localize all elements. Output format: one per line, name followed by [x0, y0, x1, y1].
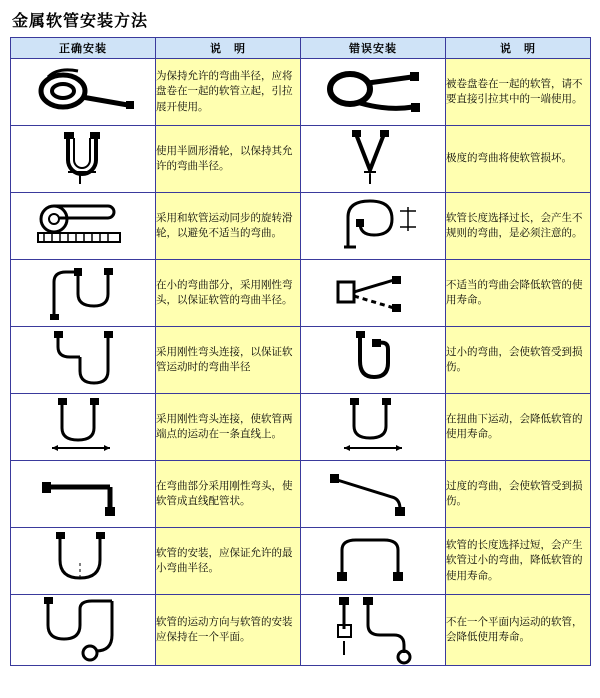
rigid-elbow-u-connection-icon: [11, 331, 155, 389]
figure-cell-correct: [11, 327, 156, 394]
same-plane-motion-install-icon: [11, 595, 155, 665]
sharp-v-bend-hose-icon: [301, 130, 445, 188]
header-description-wrong: 说 明: [446, 38, 591, 59]
description-correct: 在小的弯曲部分，采用刚性弯头，以保证软管的弯曲半径。: [156, 260, 301, 327]
page-title: 金属软管安装方法: [12, 11, 149, 30]
figure-cell-wrong: [301, 126, 446, 193]
description-wrong: 软管的长度选择过短，会产生软管过小的弯曲，降低软管的使用寿命。: [446, 528, 591, 595]
figure-cell-correct: [11, 528, 156, 595]
header-wrong-install: 错误安装: [301, 38, 446, 59]
sync-rotating-pulley-chain-icon: [11, 197, 155, 255]
description-wrong: 过小的弯曲，会使软管受到损伤。: [446, 327, 591, 394]
figure-cell-correct: [11, 595, 156, 666]
figure-cell-wrong: [301, 394, 446, 461]
over-bent-angle-hose-icon: [301, 465, 445, 523]
header-description-correct: 说 明: [156, 38, 301, 59]
table-row: [11, 260, 591, 327]
description-wrong: 不适当的弯曲会降低软管的使用寿命。: [446, 260, 591, 327]
figure-cell-wrong: [301, 327, 446, 394]
description-wrong: 极度的弯曲将使软管损坏。: [446, 126, 591, 193]
twisting-u-hose-icon: [301, 398, 445, 456]
description-correct: 软管的安装，应保证允许的最小弯曲半径。: [156, 528, 301, 595]
description-wrong: 过度的弯曲，会使软管受到损伤。: [446, 461, 591, 528]
figure-cell-wrong: [301, 461, 446, 528]
figure-cell-wrong: [301, 193, 446, 260]
figure-cell-correct: [11, 193, 156, 260]
too-tight-u-bend-icon: [301, 331, 445, 389]
straight-pipe-with-elbow-icon: [11, 465, 155, 523]
description-wrong: 不在一个平面内运动的软管，会降低使用寿命。: [446, 595, 591, 666]
table-row: [11, 595, 591, 666]
out-of-plane-motion-icon: [301, 595, 445, 665]
too-long-hose-small-bend-icon: [301, 532, 445, 590]
description-correct: 为保持允许的弯曲半径，应将盘卷在一起的软管立起，引拉展开使用。: [156, 59, 301, 126]
figure-cell-wrong: [301, 59, 446, 126]
hose-installation-table: [10, 37, 591, 666]
description-wrong: 软管长度选择过长，会产生不规则的弯曲，是必须注意的。: [446, 193, 591, 260]
description-correct: 使用半圆形滑轮，以保持其允许的弯曲半径。: [156, 126, 301, 193]
min-bend-radius-u-install-icon: [11, 532, 155, 590]
table-row: [11, 59, 591, 126]
table-row: [11, 193, 591, 260]
coiled-hose-pulled-straight-icon: [301, 63, 445, 121]
table-row: [11, 461, 591, 528]
rigid-bend-small-radius-icon: [11, 264, 155, 322]
figure-cell-correct: [11, 59, 156, 126]
table-row: [11, 327, 591, 394]
description-correct: 采用刚性弯头连接，使软管两端点的运动在一条直线上。: [156, 394, 301, 461]
coiled-hose-flat-reel-icon: [11, 63, 155, 121]
semicircular-sheave-guide-icon: [11, 130, 155, 188]
table-row: [11, 126, 591, 193]
irregular-long-hose-loop-icon: [301, 197, 445, 255]
header-correct-install: 正确安装: [11, 38, 156, 59]
figure-cell-correct: [11, 394, 156, 461]
table-row: [11, 394, 591, 461]
figure-cell-correct: [11, 260, 156, 327]
figure-cell-wrong: [301, 595, 446, 666]
improper-bend-angle-icon: [301, 264, 445, 322]
figure-cell-wrong: [301, 260, 446, 327]
description-wrong: 被卷盘卷在一起的软管，请不要直接引拉其中的一端使用。: [446, 59, 591, 126]
rigid-elbow-straight-line-motion-icon: [11, 398, 155, 456]
description-wrong: 在扭曲下运动，会降低软管的使用寿命。: [446, 394, 591, 461]
description-correct: 采用刚性弯头连接，以保证软管运动时的弯曲半径: [156, 327, 301, 394]
description-correct: 在弯曲部分采用刚性弯头，使软管成直线配管状。: [156, 461, 301, 528]
description-correct: 软管的运动方向与软管的安装应保持在一个平面。: [156, 595, 301, 666]
figure-cell-correct: [11, 126, 156, 193]
description-correct: 采用和软管运动同步的旋转滑轮，以避免不适当的弯曲。: [156, 193, 301, 260]
table-row: [11, 528, 591, 595]
table-header-row: [11, 38, 591, 59]
figure-cell-correct: [11, 461, 156, 528]
figure-cell-wrong: [301, 528, 446, 595]
